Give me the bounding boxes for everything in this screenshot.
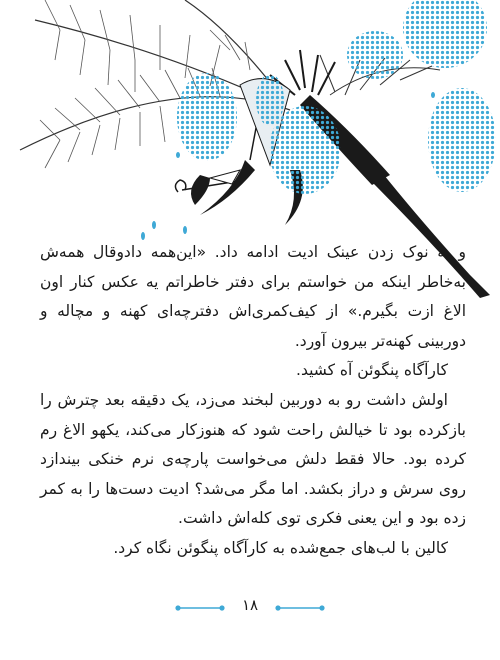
paragraph: کالین با لب‌های جمع‌شده به کارآگاه پنگوئن نگاه کرد. <box>113 538 448 557</box>
blue-flower-clusters <box>177 0 496 194</box>
page-number: ۱۸ <box>241 596 259 614</box>
palm-frond-left <box>20 0 290 150</box>
story-text <box>40 238 466 564</box>
paragraph: و به نوک زدن عینک ادیت ادامه داد. «این‌همه دادوقال همه‌ش به‌خاطر اینکه من خواستم برای دفتر خاطراتم یه عکس کنار اون الاغ ازت بگیرم.» از کیف‌کمری‌اش دفترچه‌ای کهنه و مچاله و دوربینی کهنه‌تر بیرون آورد. <box>40 243 466 350</box>
paragraph: اولش داشت رو به دوربین لبخند می‌زد، یک دقیقه بعد چترش را بازکرده بود تا خیالش راحت شود که هنوزکار می‌کند، یکهو الاغ رم کرده بود. حالا فقط دلش می‌خواست پارچه‌ی نرم خنکی بیندازد روی سرش و دراز بکشد. اما مگر می‌شد؟ ادیت دست‌ها را به کمر زده بود و این یعنی فکری توی کله‌اش داشت. <box>40 390 466 528</box>
paragraph: کارآگاه پنگوئن آه کشید. <box>296 361 448 380</box>
